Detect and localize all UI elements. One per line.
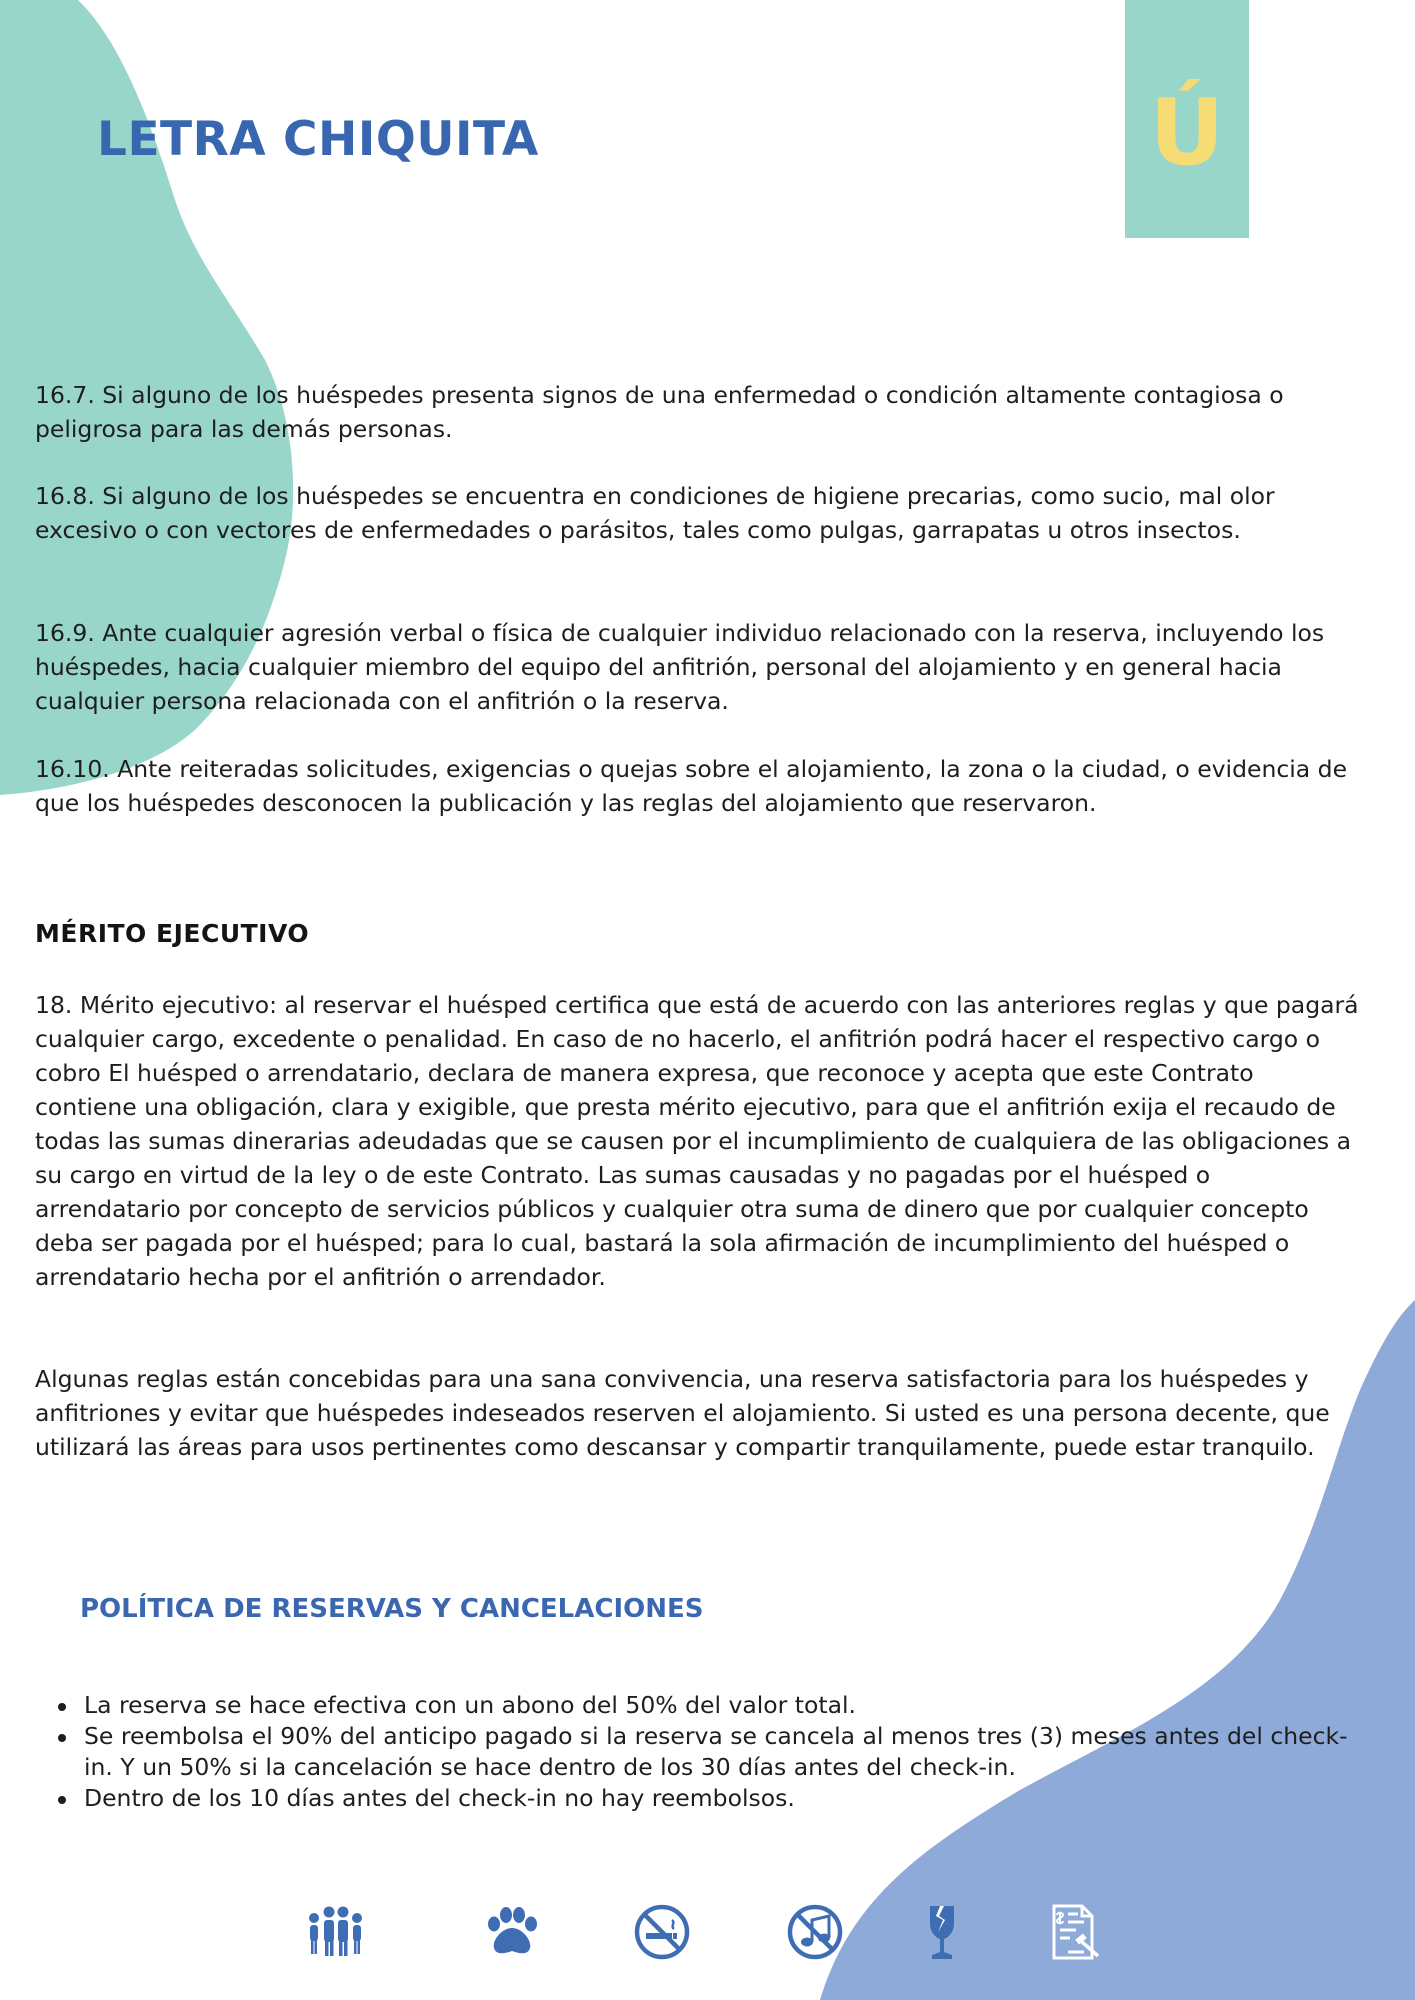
merito-paragraph [35,988,1360,1294]
legal-document-icon [1046,1902,1106,1962]
clause-16-8 [35,479,1360,547]
closing-text: Algunas reglas están concebidas para una sana convivencia, una reserva satisfactoria para los huéspedes y anfitriones y evitar que huéspedes indeseados reserven el alojamiento. Si usted es una persona decente, que utilizará las áreas para usos pertinentes como descansar y compartir tranquilamente, puede estar tranquilo. [35,1365,1330,1461]
list-item: La reserva se hace efectiva con un abono del 50% del valor total. [48,1690,1368,1721]
closing-paragraph [35,1362,1360,1464]
rules-icon-row [0,1902,1415,1962]
clause-text: 16.7. Si alguno de los huéspedes presenta signos de una enfermedad o condición altamente contagiosa o peligrosa para las demás personas. [35,381,1284,443]
clause-16-9 [35,616,1360,718]
paw-icon [482,1902,542,1962]
list-item: Dentro de los 10 días antes del check-in no hay reembolsos. [48,1783,1368,1814]
page-title: LETRA CHIQUITA [97,112,539,167]
no-music-icon [785,1902,845,1962]
tab-letter: Ú [1149,78,1225,186]
clause-text: 16.10. Ante reiteradas solicitudes, exigencias o quejas sobre el alojamiento, la zona o la ciudad, o evidencia de que los huéspedes desconocen la publicación y las reglas del alojamiento que reservaron. [35,755,1348,817]
clause-16-10 [35,752,1360,820]
section-tab [1125,0,1249,238]
merito-text: 18. Mérito ejecutivo: al reservar el huésped certifica que está de acuerdo con las anteriores reglas y que pagará cualquier cargo, excedente o penalidad. En caso de no hacerlo, el anfitrión podrá hacer el respectivo cargo o cobro El huésped o arrendatario, declara de manera expresa, que reconoce y acepta que este Contrato contiene una obligación, clara y exigible, que presta mérito ejecutivo, para que el anfitrión exija el recaudo de todas las sumas dinerarias adeudadas que se causen por el incumplimiento de cualquiera de las obligaciones a su cargo en virtud de la ley o de este Contrato. Las sumas causadas y no pagadas por el huésped o arrendatario por concepto de servicios públicos y cualquier otra suma de dinero que por cualquier concepto deba ser pagada por el huésped; para lo cual, bastará la sola afirmación de incumplimiento del huésped o arrendatario hecha por el anfitrión o arrendador. [35,991,1359,1291]
clause-text: 16.9. Ante cualquier agresión verbal o física de cualquier individuo relacionado con la reserva, incluyendo los huéspedes, hacia cualquier miembro del equipo del anfitrión, personal del alojamiento y en general hacia cualquier persona relacionada con el anfitrión o la reserva. [35,619,1325,715]
clause-16-7 [35,378,1360,446]
family-icon [305,1902,365,1962]
no-smoking-icon [632,1902,692,1962]
list-item: Se reembolsa el 90% del anticipo pagado si la reserva se cancela al menos tres (3) meses antes del check-in. Y un 50% si la cancelación se hace dentro de los 30 días antes del check-in. [48,1721,1368,1783]
merito-heading: MÉRITO EJECUTIVO [35,919,310,948]
broken-glass-icon [912,1902,972,1962]
policy-heading: POLÍTICA DE RESERVAS Y CANCELACIONES [80,1594,704,1624]
policy-list [48,1690,1368,1814]
clause-text: 16.8. Si alguno de los huéspedes se encuentra en condiciones de higiene precarias, como sucio, mal olor excesivo o con vectores de enfermedades o parásitos, tales como pulgas, garrapatas u otros insectos. [35,482,1275,544]
